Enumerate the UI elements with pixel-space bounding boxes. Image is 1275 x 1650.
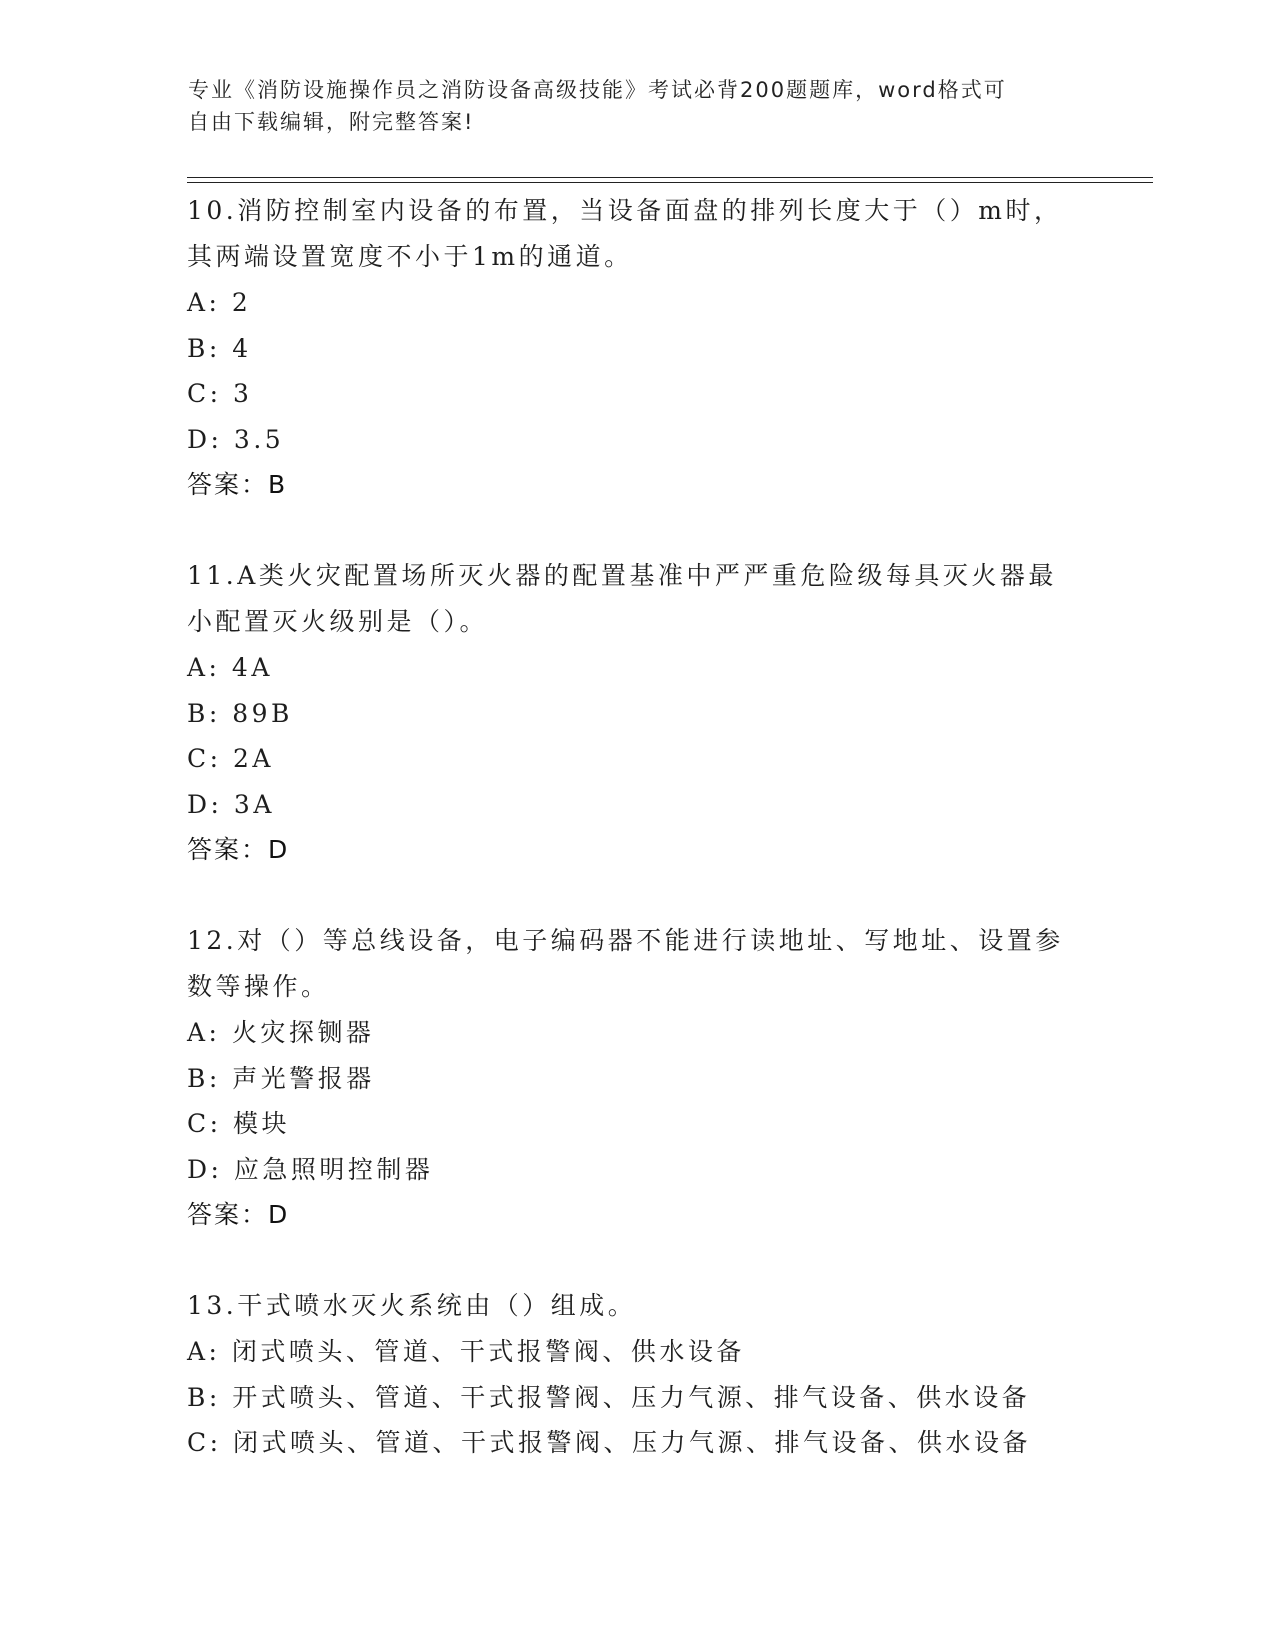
- question-stem: 11.A类火灾配置场所灭火器的配置基准中严严重危险级每具灭火器最: [187, 561, 1057, 590]
- question-stem-continued: 小配置灭火级别是（）。: [187, 607, 489, 636]
- option-c: C: 模块: [187, 1109, 290, 1138]
- option-c: C: 2A: [187, 744, 274, 773]
- answer-line: 答案：D: [187, 1200, 290, 1229]
- question-stem: 10.消防控制室内设备的布置，当设备面盘的排列长度大于（）m时，: [187, 196, 1063, 225]
- option-a: A: 闭式喷头、管道、干式报警阀、供水设备: [187, 1337, 745, 1366]
- header-divider-bottom: [187, 182, 1153, 183]
- question-stem: 12.对（）等总线设备，电子编码器不能进行读地址、写地址、设置参: [187, 926, 1064, 955]
- option-c: C: 闭式喷头、管道、干式报警阀、压力气源、排气设备、供水设备: [187, 1428, 1032, 1457]
- question-stem-continued: 其两端设置宽度不小于1m的通道。: [187, 242, 633, 271]
- option-b: B: 声光警报器: [187, 1063, 375, 1093]
- question-10: [187, 188, 1117, 507]
- option-d: D: 3A: [187, 789, 275, 819]
- question-stem: 13.干式喷水灭火系统由（）组成。: [187, 1291, 637, 1320]
- answer-line: 答案：B: [187, 470, 288, 499]
- option-d: D: 3.5: [187, 424, 285, 454]
- option-b: B: 4: [187, 333, 252, 363]
- option-b: B: 89B: [187, 698, 293, 728]
- question-11: [187, 553, 1117, 872]
- question-stem-continued: 数等操作。: [187, 972, 330, 1001]
- document-intro: [188, 74, 1068, 138]
- option-a: A: 火灾探铡器: [187, 1018, 375, 1047]
- option-b: B: 开式喷头、管道、干式报警阀、压力气源、排气设备、供水设备: [187, 1382, 1031, 1412]
- intro-line-1: 专业《消防设施操作员之消防设备高级技能》考试必背200题题库，word格式可: [188, 78, 1007, 102]
- answer-line: 答案：D: [187, 835, 290, 864]
- question-13: [187, 1283, 1117, 1466]
- question-list: [187, 188, 1117, 1512]
- option-c: C: 3: [187, 379, 253, 408]
- option-a: A: 4A: [187, 653, 273, 682]
- option-a: A: 2: [187, 288, 252, 317]
- intro-line-2: 自由下载编辑，附完整答案!: [188, 110, 475, 134]
- option-d: D: 应急照明控制器: [187, 1154, 434, 1184]
- header-divider-top: [187, 177, 1153, 178]
- question-12: [187, 918, 1117, 1237]
